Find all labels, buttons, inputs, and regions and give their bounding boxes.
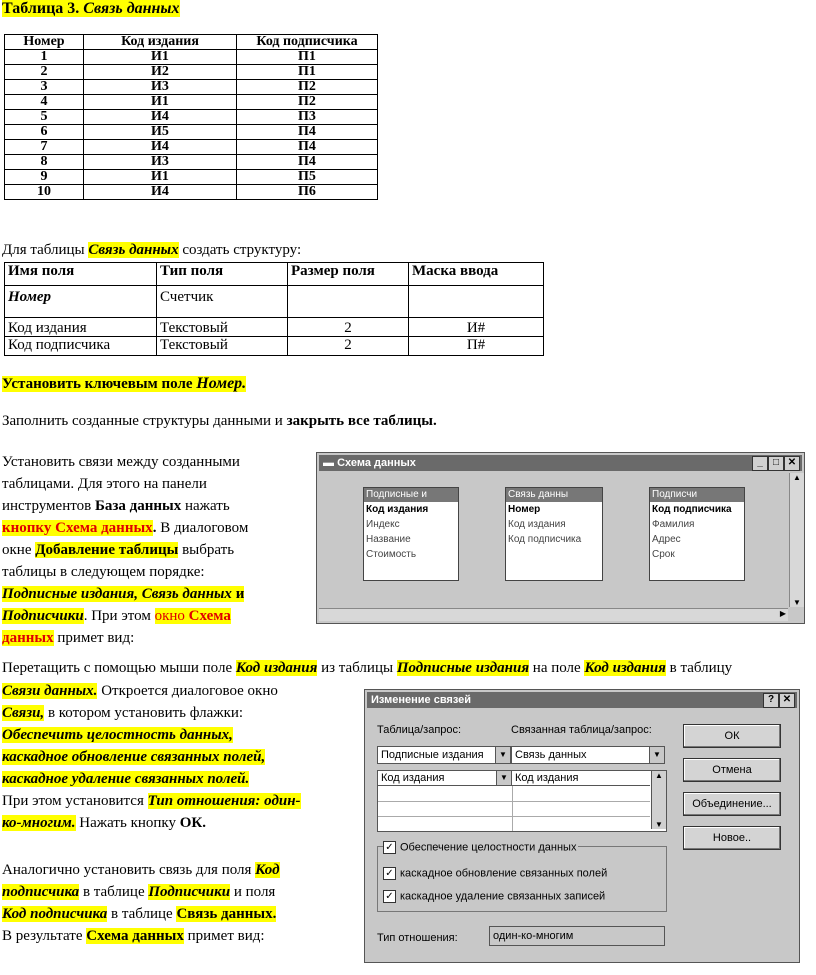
horizontal-scrollbar[interactable] (319, 608, 788, 621)
schema-window (316, 452, 805, 624)
close-icon[interactable]: ✕ (784, 456, 800, 471)
cell: П4 (237, 155, 378, 170)
cell: И3 (84, 80, 237, 95)
text: примет вид: (183, 928, 265, 944)
text: Нажать кнопку (75, 815, 180, 831)
fields-grid[interactable] (377, 770, 667, 832)
cell: 3 (5, 80, 84, 95)
cell: П1 (237, 65, 378, 80)
field-list-subscription-editions[interactable] (363, 487, 459, 581)
list-item[interactable]: Код подписчика (652, 504, 732, 515)
chevron-down-icon[interactable]: ▼ (495, 747, 510, 763)
text: Номер. (196, 375, 247, 392)
text: Откроется диалоговое окно (97, 683, 278, 699)
related-table-label: Связанная таблица/запрос: (511, 724, 652, 736)
list-item[interactable]: Фамилия (652, 519, 695, 530)
cell: И1 (84, 170, 237, 185)
list-item[interactable]: Код подписчика (508, 534, 582, 545)
chevron-down-icon[interactable]: ▼ (649, 747, 664, 763)
text-line: таблицы в следующем порядке: (2, 564, 205, 580)
title-name: Связь данных (83, 0, 180, 17)
grid-line (378, 801, 650, 802)
header-cell: Имя поля (5, 263, 157, 286)
text: нажать (181, 498, 230, 514)
checkbox-label: каскадное обновление связанных полей (400, 867, 608, 880)
dialog-titlebar (367, 692, 797, 708)
text: При этом установится (2, 793, 148, 809)
text-line (2, 605, 302, 627)
cell: И2 (84, 65, 237, 80)
text: . (152, 520, 157, 536)
text: Заполнить созданные структуры данными и (2, 413, 287, 429)
cell: П2 (237, 95, 378, 110)
highlight-text: Подписчики (2, 608, 84, 624)
highlight-text: ко-многим. (2, 815, 76, 831)
fill-instruction (2, 410, 437, 432)
vertical-scrollbar[interactable] (789, 473, 804, 607)
cell: И# (409, 318, 544, 337)
table-row (5, 65, 378, 80)
help-icon[interactable]: ? (763, 693, 779, 708)
maximize-icon[interactable]: □ (768, 456, 784, 471)
text-line (2, 903, 357, 925)
page-title (2, 0, 180, 18)
highlight-text: Обеспечить целостность данных, (2, 727, 233, 743)
cascade-update-checkbox[interactable] (383, 867, 607, 880)
cell: П# (409, 337, 544, 356)
window-title: Схема данных (337, 457, 416, 469)
cell: Текстовый (157, 318, 288, 337)
left-field-value: Код издания (381, 772, 445, 784)
highlight-text: Связь данных (88, 242, 179, 258)
key-field-instruction (2, 373, 246, 395)
highlight-text: кнопку Схема данных (2, 520, 153, 536)
text: . При этом (83, 608, 155, 624)
text-line (2, 881, 357, 903)
header-cell: Тип поля (157, 263, 288, 286)
chevron-down-icon[interactable]: ▼ (496, 771, 511, 785)
highlight-text: Код (255, 862, 280, 878)
relations-instruction (2, 680, 357, 834)
ok-button[interactable]: ОК (683, 724, 781, 748)
highlight-text: Код издания (584, 660, 666, 676)
highlight-text: Связь данных. (176, 906, 277, 922)
scroll-up-icon[interactable]: ▲ (793, 473, 801, 482)
text-line (2, 702, 357, 724)
cell: 2 (288, 318, 409, 337)
highlight-text: Связи, (2, 705, 45, 721)
title-prefix: Таблица 3. (2, 0, 80, 17)
right-field-cell[interactable] (512, 771, 650, 786)
list-item[interactable]: Название (366, 534, 411, 545)
cell: И5 (84, 125, 237, 140)
text-line (2, 517, 302, 539)
referential-integrity-checkbox[interactable] (383, 841, 578, 854)
list-item[interactable]: Срок (652, 549, 675, 560)
table-select[interactable] (377, 746, 511, 764)
cell: Текстовый (157, 337, 288, 356)
text: В диалоговом (156, 520, 249, 536)
text: создать структуру: (178, 242, 302, 258)
table-row (5, 95, 378, 110)
final-instruction (2, 859, 357, 947)
scroll-up-icon[interactable]: ▲ (655, 771, 663, 780)
list-item[interactable]: Код издания (366, 504, 429, 515)
highlight-text: Подписные издания, Связь данных (2, 586, 232, 602)
text-line (2, 627, 302, 649)
highlight-text: Подписные издания (396, 660, 530, 676)
text-line (2, 790, 357, 812)
text-line (2, 724, 357, 746)
text-line (2, 812, 357, 834)
cell: И1 (84, 95, 237, 110)
scroll-right-icon[interactable]: ▶ (779, 609, 786, 618)
right-field-value: Код издания (515, 772, 579, 784)
text: и поля (230, 884, 276, 900)
cell: П4 (237, 140, 378, 155)
cell (409, 286, 544, 318)
window-menu-icon[interactable]: ▬ (323, 457, 338, 469)
cell: И4 (84, 185, 237, 200)
highlight-text: Тип отношения: один- (147, 793, 301, 809)
check-icon[interactable]: ✓ (383, 890, 396, 903)
table-row (5, 125, 378, 140)
header-cell: Размер поля (288, 263, 409, 286)
highlight-text: Связи данных. (2, 683, 98, 699)
header-cell: Код подписчика (237, 35, 378, 50)
scroll-down-icon[interactable]: ▼ (655, 820, 663, 829)
text: на поле (529, 660, 585, 676)
cell: П2 (237, 80, 378, 95)
cell: Счетчик (157, 286, 288, 318)
close-icon[interactable]: ✕ (779, 693, 795, 708)
header-cell: Код издания (84, 35, 237, 50)
field-list-header[interactable]: Связь данны (506, 488, 602, 502)
cell: 1 (5, 50, 84, 65)
table-row (5, 318, 544, 337)
table-row (5, 170, 378, 185)
highlight-text: окно (154, 608, 185, 624)
header-cell: Номер (5, 35, 84, 50)
text-line (2, 495, 302, 517)
text-line (2, 539, 302, 561)
highlight-text: Код подписчика (2, 906, 108, 922)
cell: И3 (84, 155, 237, 170)
highlight-text: каскадное удаление связанных полей. (2, 771, 250, 787)
table-row (5, 286, 544, 318)
text-line (2, 680, 357, 702)
structure-table (4, 262, 544, 356)
highlight-text: каскадное обновление связанных полей, (2, 749, 266, 765)
list-item[interactable]: Индекс (366, 519, 400, 530)
text-line: таблицами. Для этого на панели (2, 476, 207, 492)
cell: 2 (288, 337, 409, 356)
left-field-cell[interactable] (378, 771, 512, 786)
text: в таблице (79, 884, 149, 900)
table-row (5, 185, 378, 200)
text-line (2, 768, 357, 790)
text: Установить ключевым поле (2, 376, 197, 392)
cell: П3 (237, 110, 378, 125)
highlight-text: Подписчики (148, 884, 231, 900)
cell: 8 (5, 155, 84, 170)
cell: Номер (5, 286, 157, 318)
text: из таблицы (317, 660, 397, 676)
text: выбрать (178, 542, 235, 558)
dialog-title: Изменение связей (371, 694, 472, 706)
table-select-value: Подписные издания (381, 749, 484, 761)
cell: 5 (5, 110, 84, 125)
text: Перетащить с помощью мыши поле (2, 660, 236, 676)
cell: Код издания (5, 318, 157, 337)
cell: П1 (237, 50, 378, 65)
table-row (5, 80, 378, 95)
list-item[interactable]: Номер (508, 504, 541, 515)
cascade-delete-checkbox[interactable] (383, 890, 605, 903)
create-new-button[interactable]: Новое.. (683, 826, 781, 850)
text: в таблицу (665, 660, 733, 676)
cell: П4 (237, 125, 378, 140)
cell: И1 (84, 50, 237, 65)
text: закрыть все таблицы. (286, 413, 437, 429)
text: База данных (94, 498, 182, 514)
scroll-down-icon[interactable]: ▼ (793, 598, 801, 607)
text-line (2, 746, 357, 768)
table-label: Таблица/запрос: (377, 724, 462, 736)
text: в котором установить флажки: (44, 705, 244, 721)
related-table-select-value: Связь данных (515, 749, 587, 761)
highlight-text: данных (2, 630, 54, 646)
table-row (5, 140, 378, 155)
minimize-icon[interactable]: _ (752, 456, 768, 471)
text: В результате (2, 928, 87, 944)
text-line: Установить связи между созданными (2, 454, 240, 470)
highlight-text: и (231, 586, 245, 602)
highlight-text: Схема данных (86, 928, 184, 944)
links-instruction (2, 451, 302, 649)
cell: 6 (5, 125, 84, 140)
table-row (5, 155, 378, 170)
check-icon[interactable]: ✓ (383, 867, 396, 880)
relationship-type-value (489, 926, 665, 946)
grid-scrollbar[interactable] (651, 771, 666, 829)
field-list-header[interactable]: Подписные и (364, 488, 458, 502)
table-header-row (5, 263, 544, 286)
cell: 10 (5, 185, 84, 200)
table-header-row (5, 35, 378, 50)
highlight-text: Добавление таблицы (35, 542, 179, 558)
highlight-text: Схема (184, 608, 231, 624)
check-icon[interactable]: ✓ (383, 841, 396, 854)
checkbox-label: Обеспечение целостности данных (400, 841, 577, 854)
cell: И4 (84, 140, 237, 155)
edit-relations-dialog (364, 689, 800, 963)
cell: 7 (5, 140, 84, 155)
cell: Код подписчика (5, 337, 157, 356)
related-table-select[interactable] (511, 746, 665, 764)
field-list-header[interactable]: Подписчи (650, 488, 744, 502)
text: окне (2, 542, 36, 558)
list-item[interactable]: Код издания (508, 519, 566, 530)
table-row (5, 337, 544, 356)
text-line (2, 583, 302, 605)
highlight-text: подписчика (2, 884, 80, 900)
text: Аналогично установить связь для поля (2, 862, 256, 878)
text: ОК. (179, 815, 207, 831)
structure-intro (2, 239, 301, 261)
drag-instruction (2, 657, 732, 679)
list-item[interactable]: Адрес (652, 534, 681, 545)
cell: П6 (237, 185, 378, 200)
highlight-text: Код издания (235, 660, 318, 676)
text: в таблице (107, 906, 177, 922)
checkbox-label: каскадное удаление связанных записей (400, 890, 606, 903)
relationship-type-text: один-ко-многим (493, 930, 574, 942)
header-cell: Маска ввода (409, 263, 544, 286)
cell: 9 (5, 170, 84, 185)
field-list-link-data[interactable] (505, 487, 603, 581)
text: инструментов (2, 498, 95, 514)
join-type-button[interactable]: Объединение... (683, 792, 781, 816)
links-data-table (4, 34, 378, 200)
text-line (2, 925, 357, 947)
cell: 2 (5, 65, 84, 80)
grid-line (378, 816, 650, 817)
list-item[interactable]: Стоимость (366, 549, 417, 560)
table-row (5, 110, 378, 125)
cell (288, 286, 409, 318)
field-list-subscribers[interactable] (649, 487, 745, 581)
grid-line (512, 786, 513, 831)
text: Для таблицы (2, 242, 89, 258)
schema-titlebar (319, 455, 802, 471)
relationship-type-label: Тип отношения: (377, 932, 458, 944)
cancel-button[interactable]: Отмена (683, 758, 781, 782)
table-row (5, 50, 378, 65)
cell: 4 (5, 95, 84, 110)
cell: П5 (237, 170, 378, 185)
text: примет вид: (53, 630, 135, 646)
text-line (2, 859, 357, 881)
cell: И4 (84, 110, 237, 125)
